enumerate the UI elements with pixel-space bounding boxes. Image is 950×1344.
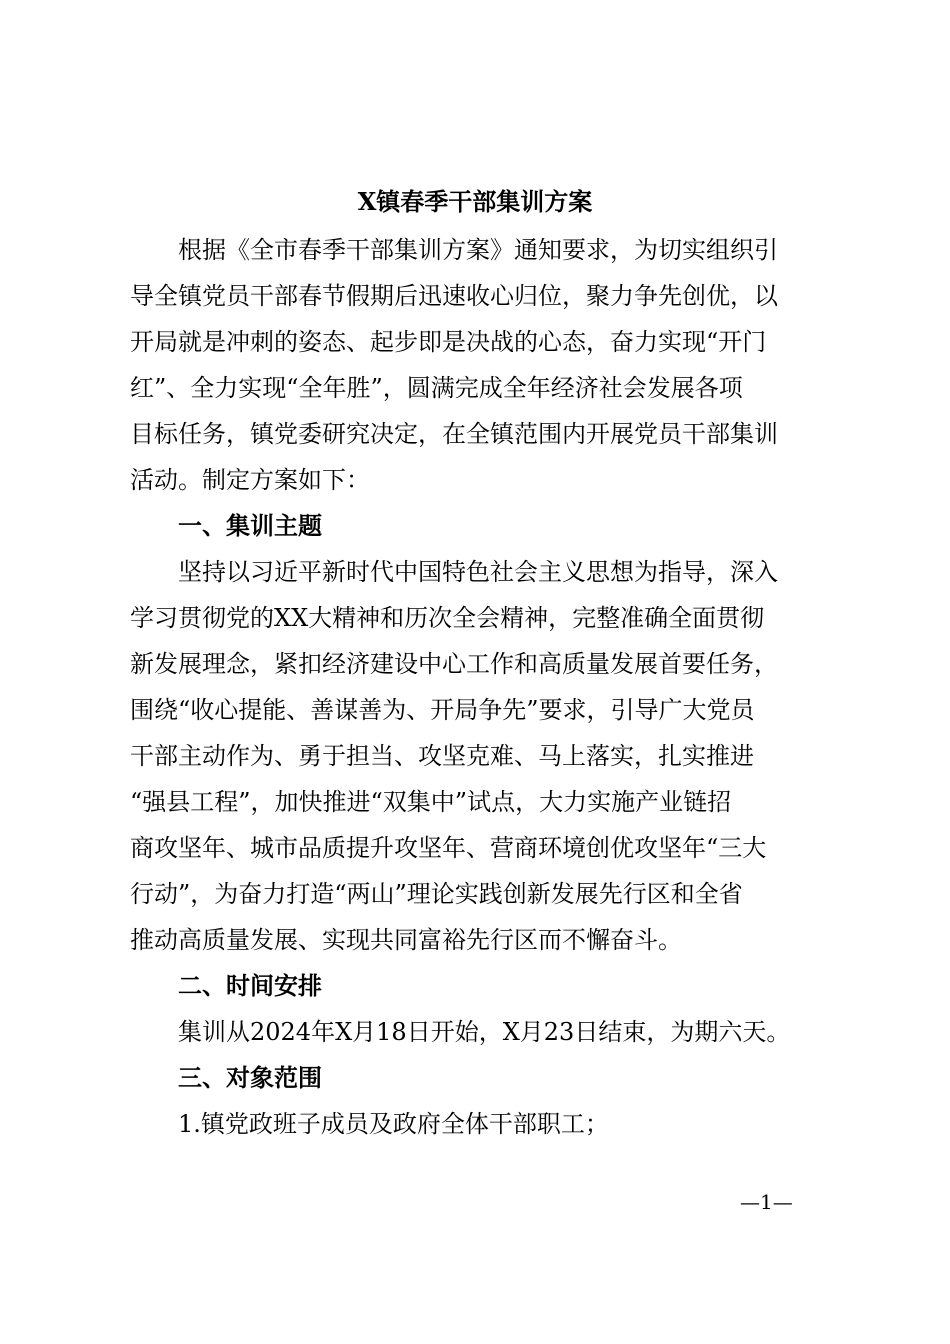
section2-line-1: 集训从2024年X月18日开始，X月23日结束，为期六天。 bbox=[178, 1018, 791, 1046]
section1-line-9: 推动高质量发展、实现共同富裕先行区而不懈奋斗。 bbox=[130, 926, 682, 954]
document-title: X镇春季干部集训方案 bbox=[357, 187, 593, 216]
intro-line-2: 导全镇党员干部春节假期后迅速收心归位，聚力争先创优，以 bbox=[130, 282, 778, 310]
section1-line-7: 商攻坚年、城市品质提升攻坚年、营商环境创优攻坚年“三大 bbox=[130, 834, 767, 862]
intro-line-3: 开局就是冲刺的姿态、起步即是决战的心态，奋力实现“开门 bbox=[130, 328, 767, 356]
section1-line-5: 干部主动作为、勇于担当、攻坚克难、马上落实，扎实推进 bbox=[130, 742, 754, 770]
section-heading-scope: 三、对象范围 bbox=[178, 1064, 322, 1092]
intro-line-1: 根据《全市春季干部集训方案》通知要求，为切实组织引 bbox=[178, 236, 778, 264]
section3-line-1: 1.镇党政班子成员及政府全体干部职工； bbox=[178, 1110, 609, 1138]
section1-line-4: 围绕“收心提能、善谋善为、开局争先”要求，引导广大党员 bbox=[130, 696, 755, 724]
section1-line-1: 坚持以习近平新时代中国特色社会主义思想为指导，深入 bbox=[178, 558, 778, 586]
intro-line-4: 红”、全力实现“全年胜”，圆满完成全年经济社会发展各项 bbox=[130, 374, 743, 402]
page-number: —1— bbox=[740, 1190, 793, 1214]
intro-line-5: 目标任务，镇党委研究决定，在全镇范围内开展党员干部集训 bbox=[130, 420, 778, 448]
section1-line-6: “强县工程”，加快推进“双集中”试点，大力实施产业链招 bbox=[130, 788, 732, 816]
section1-line-8: 行动”，为奋力打造“两山”理论实践创新发展先行区和全省 bbox=[130, 880, 743, 908]
section-heading-theme: 一、集训主题 bbox=[178, 512, 322, 540]
intro-line-6: 活动。制定方案如下： bbox=[130, 466, 370, 494]
section1-line-3: 新发展理念，紧扣经济建设中心工作和高质量发展首要任务， bbox=[130, 650, 778, 678]
section-heading-schedule: 二、时间安排 bbox=[178, 972, 322, 1000]
section1-line-2: 学习贯彻党的XX大精神和历次全会精神，完整准确全面贯彻 bbox=[130, 604, 765, 632]
